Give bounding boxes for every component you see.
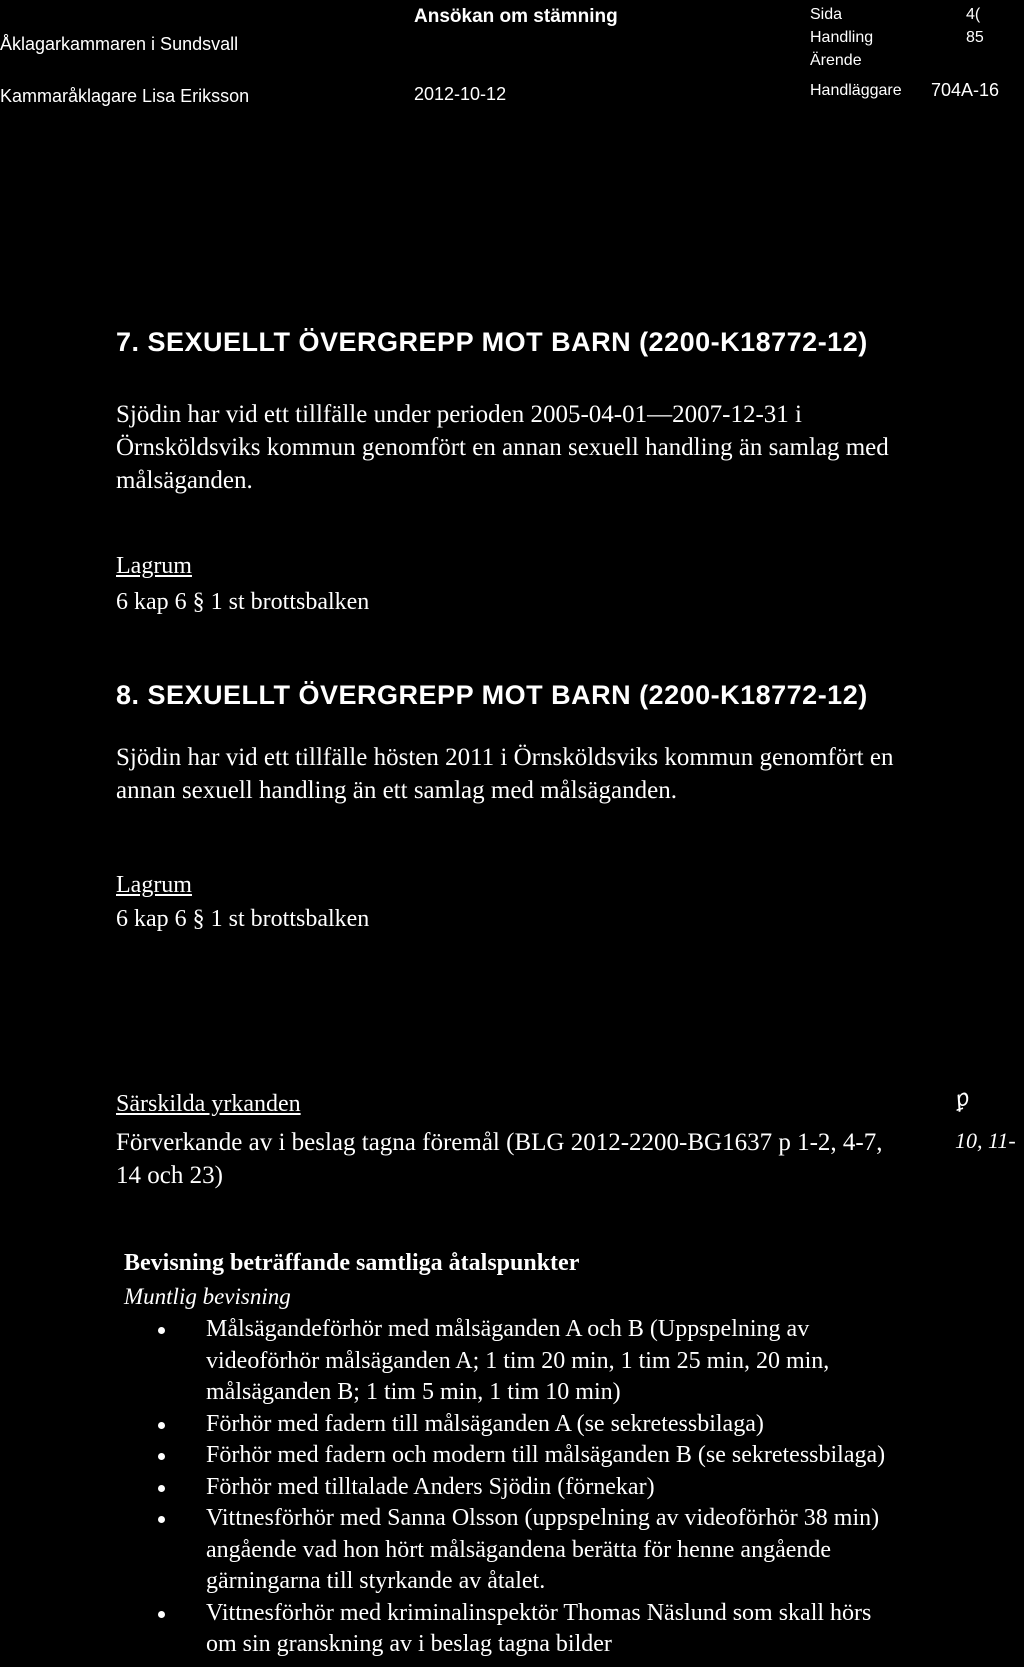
section-8-lagrum-text: 6 kap 6 § 1 st brottsbalken xyxy=(116,906,370,932)
meta-label-page: Sida xyxy=(810,6,843,23)
list-item xyxy=(148,1472,885,1504)
meta-value-officer: 704A-16 xyxy=(931,80,1000,100)
text-line: Förhör med fadern och modern till målsäganden B (se sekretessbilaga) xyxy=(206,1442,886,1468)
meta-label-case: Ärende xyxy=(810,52,862,69)
bullet-icon xyxy=(158,1453,165,1460)
text-line: Förhör med tilltalade Anders Sjödin (förnekar) xyxy=(206,1473,655,1500)
section-8-lagrum-label: Lagrum xyxy=(116,872,192,898)
text-line: målsäganden B; 1 tim 5 min, 1 tim 10 min) xyxy=(206,1379,621,1405)
meta-label-handling: Handling xyxy=(810,29,874,46)
list-item xyxy=(148,1440,885,1472)
evidence-heading: Bevisning beträffande samtliga åtalspunkter xyxy=(124,1250,580,1276)
section-8-text xyxy=(116,741,893,807)
bullet-icon xyxy=(158,1611,165,1618)
document-date: 2012-10-12 xyxy=(414,84,507,104)
text-line: målsäganden. xyxy=(116,467,253,494)
text-line: Målsägandeförhör med målsäganden A och B (Uppspelning av xyxy=(206,1316,810,1342)
list-item xyxy=(148,1409,885,1441)
text-line: angående vad hon hört målsägandena berätta för henne angående xyxy=(206,1536,832,1563)
bullet-icon xyxy=(158,1422,165,1429)
text-line: Örnsköldsviks kommun genomfört en annan sexuell handling än samlag med xyxy=(116,434,889,461)
evidence-subheading: Muntlig bevisning xyxy=(124,1284,291,1309)
text-line: Förverkande av i beslag tagna föremål (BLG 2012-2200-BG1637 p 1-2, 4-7, xyxy=(116,1129,883,1156)
text-line: Vittnesförhör med kriminalinspektör Thomas Näslund som skall hörs xyxy=(206,1599,872,1626)
section-8-heading: 8. SEXUELLT ÖVERGREPP MOT BARN (2200-K18772-12) xyxy=(116,680,868,710)
section-7-lagrum-text: 6 kap 6 § 1 st brottsbalken xyxy=(116,589,370,615)
bullet-icon xyxy=(158,1485,165,1492)
text-line: gärningarna till styrkande av åtalet. xyxy=(206,1568,546,1594)
meta-value-page: 4( xyxy=(966,6,981,23)
list-item xyxy=(148,1503,885,1598)
prosecutor-name: Kammaråklagare Lisa Eriksson xyxy=(0,86,250,106)
bullet-icon xyxy=(158,1516,165,1523)
office-name: Åklagarkammaren i Sundsvall xyxy=(0,34,239,54)
meta-value-handling: 85 xyxy=(966,29,984,46)
meta-label-officer: Handläggare xyxy=(810,82,902,99)
document-type: Ansökan om stämning xyxy=(414,6,618,27)
list-item xyxy=(148,1598,885,1661)
list-item xyxy=(148,1314,885,1409)
text-line: videoförhör målsäganden A; 1 tim 20 min, 1 tim 25 min, 20 min, xyxy=(206,1347,830,1374)
handwritten-note: 10, 11- xyxy=(955,1128,1016,1153)
text-line: Förhör med fadern till målsäganden A (se sekretessbilaga) xyxy=(206,1410,764,1437)
evidence-list xyxy=(148,1314,885,1661)
text-line: annan sexuell handling än ett samlag med målsäganden. xyxy=(116,777,677,804)
text-line: Sjödin har vid ett tillfälle under perioden 2005-04-01—2007-12-31 i xyxy=(116,401,802,428)
special-claims-text xyxy=(116,1126,882,1192)
handwritten-mark: ꝑ xyxy=(950,1084,972,1113)
bullet-icon xyxy=(158,1327,165,1334)
text-line: Sjödin har vid ett tillfälle hösten 2011 i Örnsköldsviks kommun genomfört en xyxy=(116,744,894,771)
text-line: Vittnesförhör med Sanna Olsson (uppspelning av videoförhör 38 min) xyxy=(206,1505,880,1531)
section-7-lagrum-label: Lagrum xyxy=(116,553,192,579)
special-claims-heading: Särskilda yrkanden xyxy=(116,1091,301,1117)
text-line: om sin granskning av i beslag tagna bilder xyxy=(206,1631,612,1657)
text-line: 14 och 23) xyxy=(116,1162,223,1189)
section-7-heading: 7. SEXUELLT ÖVERGREPP MOT BARN (2200-K18772-12) xyxy=(116,327,868,357)
section-7-text xyxy=(116,398,889,497)
